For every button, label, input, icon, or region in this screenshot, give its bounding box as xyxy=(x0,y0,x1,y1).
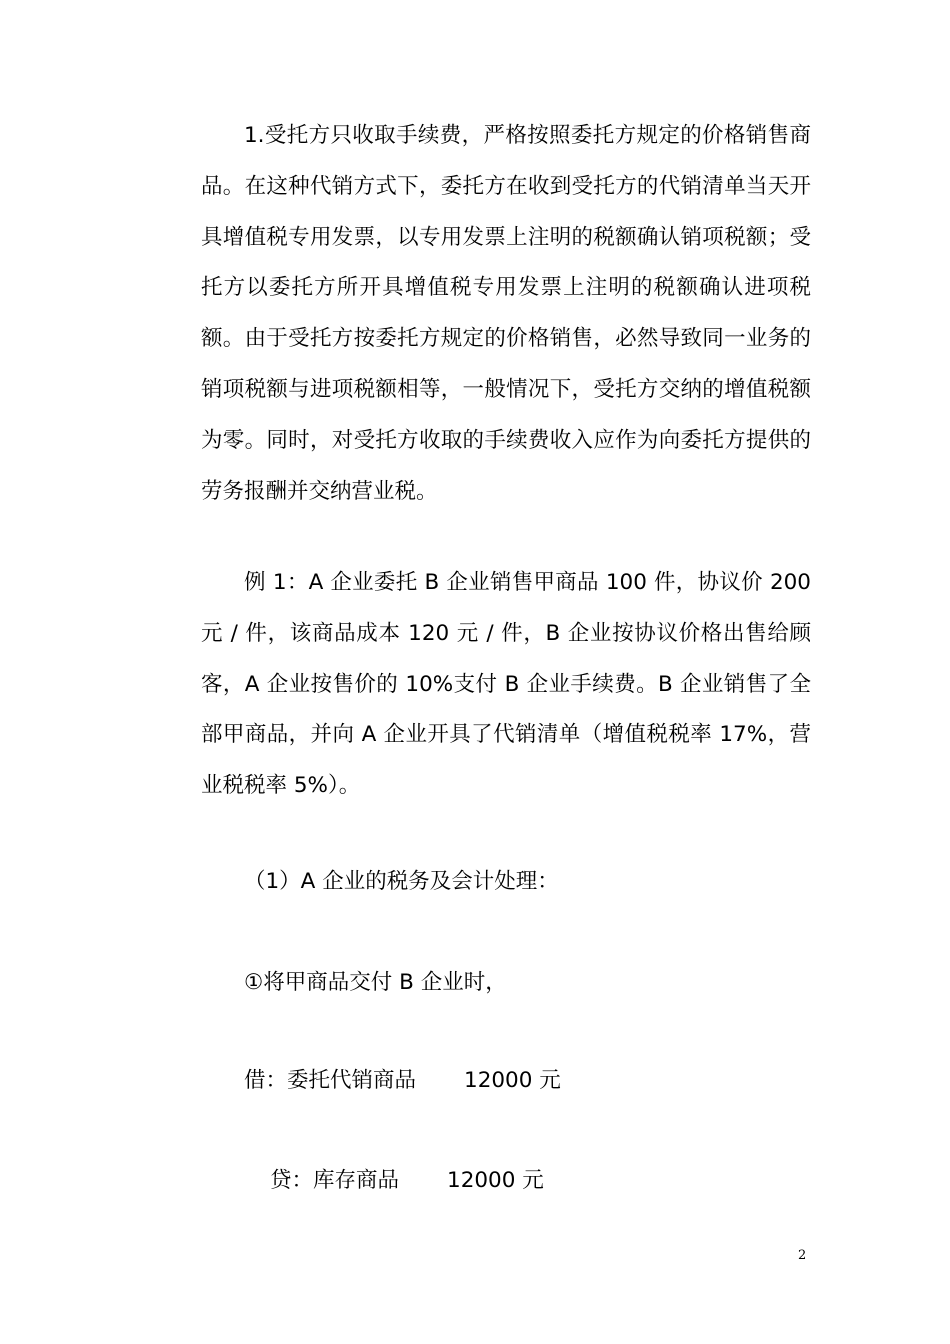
debit-amount: 12000 元 xyxy=(464,1068,561,1093)
journal-debit-entry xyxy=(244,1066,561,1096)
paragraph-consignment-fee: 1.受托方只收取手续费，严格按照委托方规定的价格销售商品。在这种代销方式下，委托方在收到受托方的代销清单当天开具增值税专用发票，以专用发票上注明的税额确认销项税额；受托方以委托方所开具增值税专用发票上注明的税额确认进项税额。由于受托方按委托方规定的价格销售，必然导致同一业务的销项税额与进项税额相等，一般情况下，受托方交纳的增值税额为零。同时，对受托方收取的手续费收入应作为向委托方提供的劳务报酬并交纳营业税。 xyxy=(201,123,811,504)
journal-credit-entry xyxy=(270,1166,544,1196)
credit-amount: 12000 元 xyxy=(447,1168,544,1193)
heading-a-enterprise-treatment: （1）A 企业的税务及会计处理： xyxy=(244,869,559,894)
page-number: 2 xyxy=(798,1248,807,1263)
step-deliver-goods: ①将甲商品交付 B 企业时， xyxy=(244,970,507,995)
debit-label: 借：委托代销商品 xyxy=(244,1068,417,1093)
paragraph-example-1: 例 1：A 企业委托 B 企业销售甲商品 100 件，协议价 200 元 / 件，该商品成本 120 元 / 件，B 企业按协议价格出售给顾客，A 企业按售价的 10%支付 B 企业手续费。B 企业销售了全部甲商品，并向 A 企业开具了代销清单（增值税税率 17%，营业税税率 5%）。 xyxy=(201,570,811,799)
credit-label: 贷：库存商品 xyxy=(270,1168,400,1193)
